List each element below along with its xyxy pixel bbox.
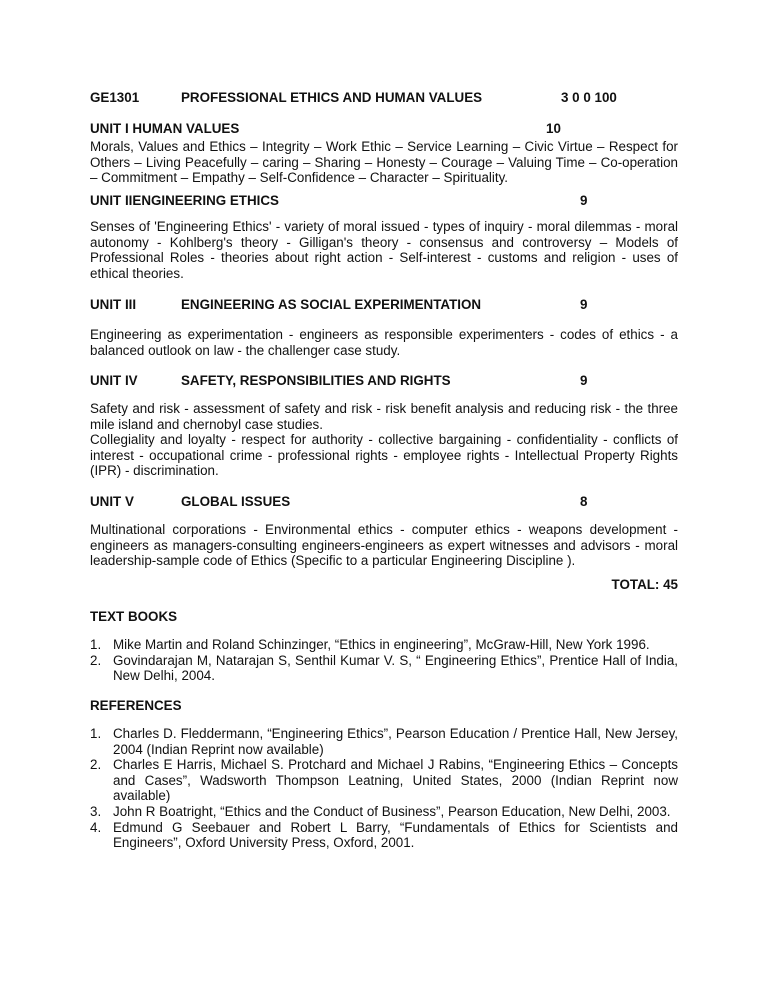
- course-code: GE1301: [90, 90, 140, 105]
- references-list: [90, 726, 678, 851]
- course-title: PROFESSIONAL ETHICS AND HUMAN VALUES: [181, 90, 483, 105]
- unit-4-text-2: Collegiality and loyalty - respect for authority - collective bargaining - confidentiality - conflicts of interest - occupational crime - professional rights - employee rights - Intellectual Property Rights (IPR) - discrimination.: [90, 432, 678, 479]
- unit-5-heading: [90, 494, 678, 510]
- unit-4-heading: [90, 373, 678, 389]
- unit-heading: ENGINEERING AS SOCIAL EXPERIMENTATION: [181, 297, 482, 312]
- unit-label: UNIT V: [90, 494, 134, 509]
- list-item: [90, 637, 678, 653]
- unit-heading: GLOBAL ISSUES: [181, 494, 291, 509]
- unit-5-text: Multinational corporations - Environmental ethics - computer ethics - weapons development - engineers as managers-consulting engineers-engineers as expert witnesses and advisors - moral leadership-sample code of Ethics (Specific to a particular Engineering Discipline ).: [90, 522, 678, 569]
- course-credits: 3 0 0 100: [561, 90, 617, 105]
- unit-hours: 9: [580, 193, 588, 208]
- unit-1-text: Morals, Values and Ethics – Integrity – Work Ethic – Service Learning – Civic Virtue – Respect for Others – Living Peacefully – caring – Sharing – Honesty – Courage – Valuing Time – Co-operation – Commitment – Empathy – Self-Confidence – Character – Spirituality.: [90, 139, 678, 186]
- list-text: Charles D. Fleddermann, “Engineering Ethics”, Pearson Education / Prentice Hall, New Jersey, 2004 (Indian Reprint now available): [113, 726, 678, 757]
- unit-hours: 9: [580, 373, 588, 388]
- list-item: [90, 726, 678, 757]
- list-item: [90, 820, 678, 851]
- unit-label: UNIT I HUMAN VALUES: [90, 121, 240, 136]
- list-item: [90, 653, 678, 684]
- list-text: Govindarajan M, Natarajan S, Senthil Kumar V. S, “ Engineering Ethics”, Prentice Hall of India, New Delhi, 2004.: [113, 652, 678, 684]
- list-text: Charles E Harris, Michael S. Protchard and Michael J Rabins, “Engineering Ethics – Concepts and Cases”, Wadsworth Thompson Leatning, United States, 2000 (Indian Reprint now available): [113, 757, 678, 804]
- unit-label: UNIT IV: [90, 373, 138, 388]
- text-books-list: [90, 637, 678, 684]
- unit-hours: 8: [580, 494, 588, 509]
- unit-3-text: Engineering as experimentation - engineers as responsible experimenters - codes of ethics - a balanced outlook on law - the challenger case study.: [90, 327, 678, 358]
- list-number: 1.: [90, 726, 102, 741]
- list-text: Mike Martin and Roland Schinzinger, “Ethics in engineering”, McGraw-Hill, New York 1996.: [113, 637, 650, 652]
- text-books-heading: TEXT BOOKS: [90, 609, 178, 624]
- list-number: 3.: [90, 803, 102, 819]
- list-number: 2.: [90, 757, 102, 773]
- references-heading: REFERENCES: [90, 698, 182, 713]
- list-number: 4.: [90, 819, 102, 835]
- list-number: 2.: [90, 652, 102, 668]
- total-hours: TOTAL: 45: [611, 577, 678, 592]
- list-number: 1.: [90, 637, 102, 652]
- course-header: [90, 90, 678, 106]
- unit-hours: 9: [580, 297, 588, 312]
- list-item: [90, 804, 678, 820]
- list-item: [90, 757, 678, 804]
- unit-label: UNIT III: [90, 297, 137, 312]
- list-text: Edmund G Seebauer and Robert L Barry, “Fundamentals of Ethics for Scientists and Engineers”, Oxford University Press, Oxford, 2001.: [113, 819, 678, 851]
- unit-hours: 10: [546, 121, 561, 136]
- unit-label: UNIT IIENGINEERING ETHICS: [90, 193, 279, 208]
- unit-1-heading: [90, 121, 678, 137]
- list-text: John R Boatright, “Ethics and the Conduct of Business”, Pearson Education, New Delhi, 2003.: [113, 803, 671, 819]
- unit-4-text: Safety and risk - assessment of safety and risk - risk benefit analysis and reducing risk - the three mile island and chernobyl case studies.: [90, 401, 678, 432]
- unit-2-heading: [90, 193, 678, 209]
- unit-2-text: Senses of 'Engineering Ethics' - variety of moral issued - types of inquiry - moral dilemmas - moral autonomy - Kohlberg's theory - Gilligan's theory - consensus and controversy – Models of Professional Roles - theories about right action - Self-interest - customs and religion - uses of ethical theories.: [90, 219, 678, 281]
- unit-3-heading: [90, 297, 678, 313]
- unit-heading: SAFETY, RESPONSIBILITIES AND RIGHTS: [181, 373, 451, 388]
